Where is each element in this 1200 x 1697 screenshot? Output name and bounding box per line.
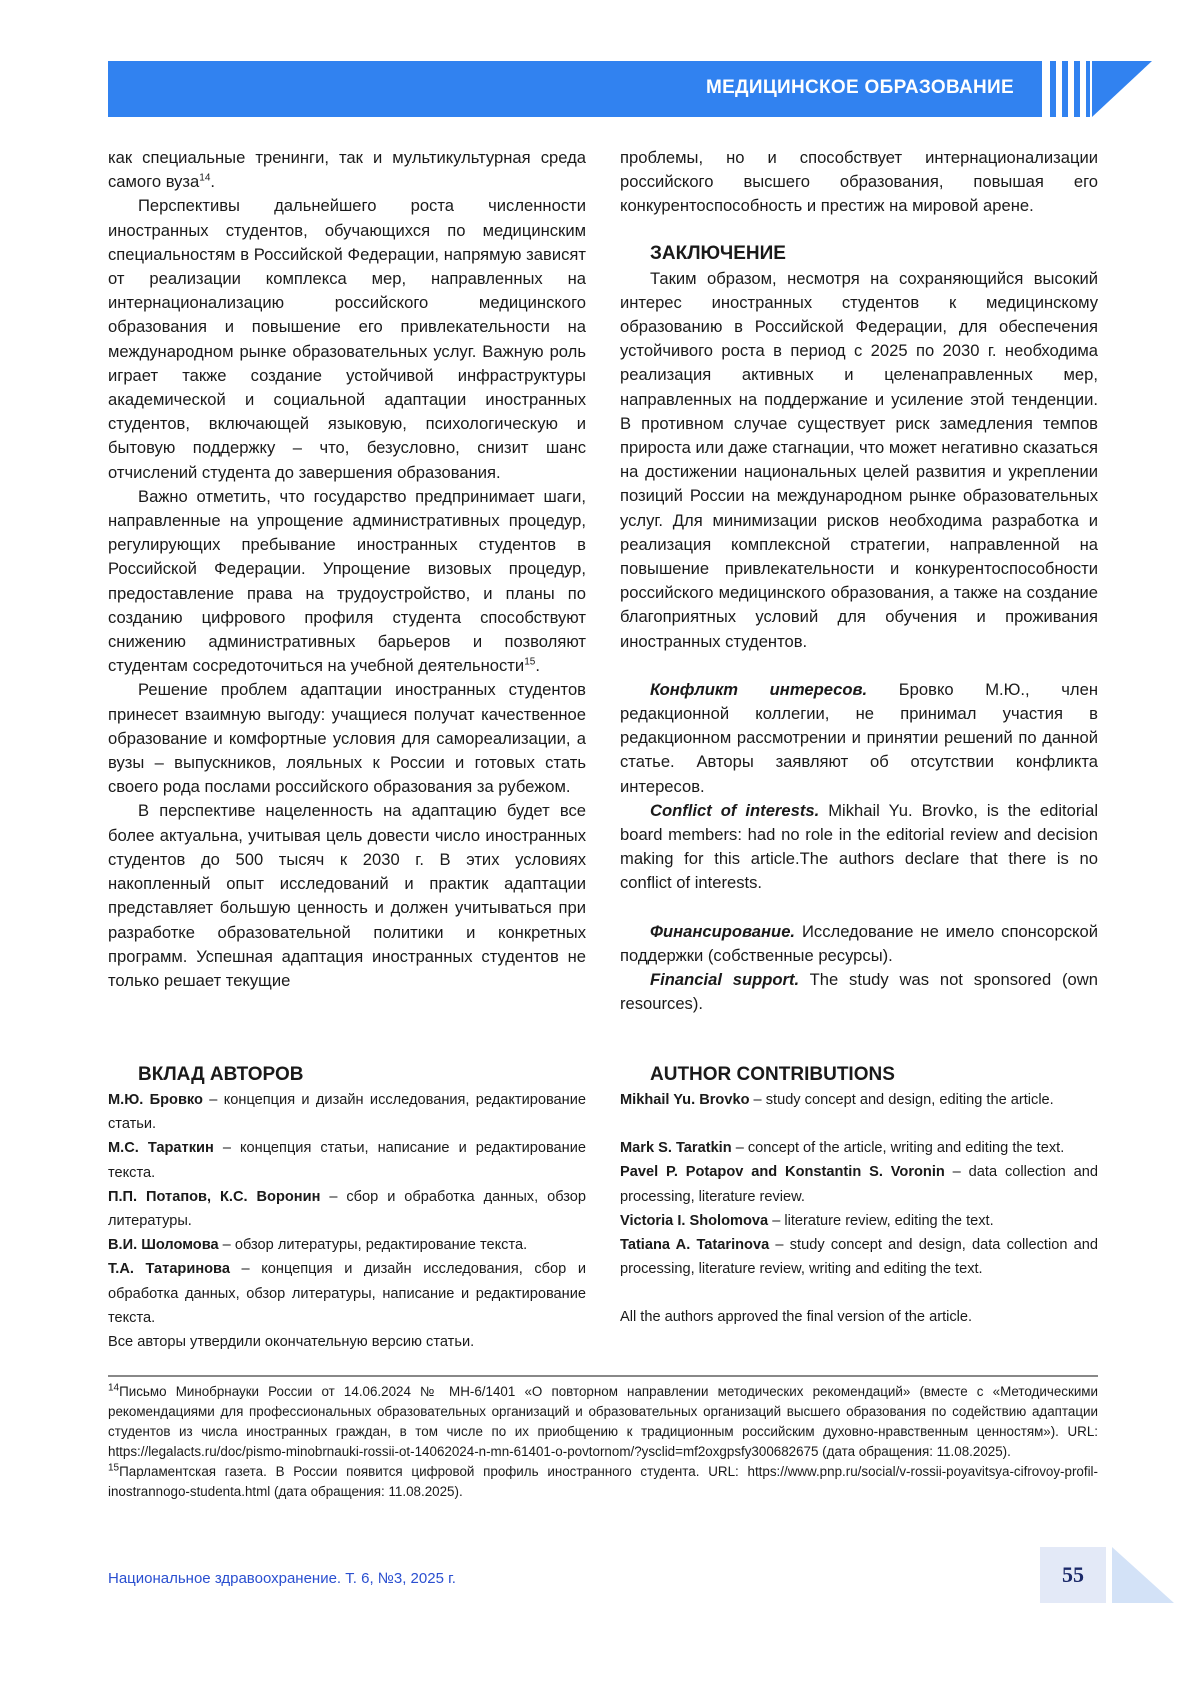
authors-final: All the authors approved the final version of the article. [620, 1305, 1098, 1329]
authors-final: Все авторы утвердили окончательную версию статьи. [108, 1330, 586, 1354]
author-item: М.Ю. Бровко – концепция и дизайн исследования, редактирование статьи. [108, 1088, 586, 1136]
author-item: Mark S. Taratkin – concept of the article, writing and editing the text. [620, 1136, 1098, 1160]
page-number: 55 [1040, 1547, 1106, 1603]
author-contributions-ru [108, 1062, 586, 1354]
header-stripe [1074, 61, 1080, 117]
paragraph: В перспективе нацеленность на адаптацию будет все более актуальна, учитывая цель довести число иностранных студентов до 500 тысяч к 2030 г. В этих условиях накопленный опыт исследований и практик адаптации представляет большую ценность и должен учитываться при разработке образовательной политики и конкретных программ. Успешная адаптация иностранных студентов не только решает текущие [108, 799, 586, 993]
author-item: Victoria I. Sholomova – literature review, editing the text. [620, 1209, 1098, 1233]
header-stripe [1086, 61, 1090, 117]
paragraph: Таким образом, несмотря на сохраняющийся высокий интерес иностранных студентов к медицинскому образованию в Российской Федерации, для обеспечения устойчивого роста в период с 2025 по 2030 г. необходима реализация активных и целенаправленных мер, направленных на поддержание и усиление этой тенденции. В противном случае существует риск замедления темпов прироста или даже стагнации, что может негативно сказаться на достижении национальных целей развития и укреплении позиций России на международном рынке образовательных услуг. Для минимизации рисков необходима разработка и реализация комплексной стратегии, направленной на повышение привлекательности и конкурентоспособности российского медицинского образования, а также на создание благоприятных условий для обучения и проживания иностранных студентов. [620, 267, 1098, 654]
page-triangle [1112, 1547, 1174, 1603]
left-column [108, 146, 586, 993]
conflict-en: Conflict of interests. Mikhail Yu. Brovko, is the editorial board members: had no role in the editorial review and decision making for this article.The authors declare that there is no conflict of interests. [620, 799, 1098, 896]
footnote-divider [108, 1375, 1098, 1377]
journal-citation: Национальное здравоохранение. Т. 6, №3, 2025 г. [108, 1570, 456, 1587]
section-header-bar [108, 61, 1042, 117]
authors-heading: ВКЛАД АВТОРОВ [138, 1062, 586, 1088]
author-item: П.П. Потапов, К.С. Воронин – сбор и обработка данных, обзор литературы. [108, 1185, 586, 1233]
header-stripe [1062, 61, 1068, 117]
funding-ru: Финансирование. Исследование не имело спонсорской поддержки (собственные ресурсы). [620, 920, 1098, 968]
funding-en: Financial support. The study was not sponsored (own resources). [620, 968, 1098, 1016]
header-stripe [1050, 61, 1056, 117]
document-page [0, 0, 1200, 1697]
footnotes [108, 1382, 1098, 1502]
footnote: 14Письмо Минобрнауки России от 14.06.2024 № МН-6/1401 «О повторном направлении методических рекомендаций» (вместе с «Методическими рекомендациями для профессиональных образовательных организаций и образовательных организаций высшего образования по содействию адаптации студентов из числа иностранных граждан, в том числе по их приобщению к традиционным российским духовно-нравственным ценностям»). URL: https://legalacts.ru/doc/pismo-minobrnauki-rossii-ot-14062024-n-mn-61401-o-povtornom/?ysclid=mf2oxgpsfy300682675 (дата обращения: 11.08.2025). [108, 1382, 1098, 1462]
author-item: В.И. Шоломова – обзор литературы, редактирование текста. [108, 1233, 586, 1257]
conflict-ru: Конфликт интересов. Бровко М.Ю., член редакционной коллегии, не принимал участия в редакционном рассмотрении и принятии решений по данной статье. Авторы заявляют об отсутствии конфликта интересов. [620, 678, 1098, 799]
section-title: МЕДИЦИНСКОЕ ОБРАЗОВАНИЕ [706, 77, 1014, 99]
author-contributions-en [620, 1062, 1098, 1330]
author-item: М.С. Тараткин – концепция статьи, написание и редактирование текста. [108, 1136, 586, 1184]
paragraph: Решение проблем адаптации иностранных студентов принесет взаимную выгоду: учащиеся получат качественное образование и комфортные условия для самореализации, а вузы – выпускников, лояльных к России и готовых стать своего рода послами российского образования за рубежом. [108, 678, 586, 799]
author-item: Tatiana A. Tatarinova – study concept and design, data collection and processing, literature review, writing and editing the text. [620, 1233, 1098, 1281]
author-item: Т.А. Татаринова – концепция и дизайн исследования, сбор и обработка данных, обзор литературы, написание и редактирование текста. [108, 1257, 586, 1330]
paragraph: проблемы, но и способствует интернационализации российского высшего образования, повышая его конкурентоспособность и престиж на мировой арене. [620, 146, 1098, 219]
paragraph: Важно отметить, что государство предпринимает шаги, направленные на упрощение административных процедур, регулирующих пребывание иностранных студентов в Российской Федерации. Упрощение визовых процедур, предоставление права на трудоустройство, и планы по созданию цифрового профиля студента способствуют снижению административных барьеров и позволяют студентам сосредоточиться на учебной деятельности15. [108, 485, 586, 679]
conclusion-heading: ЗАКЛЮЧЕНИЕ [650, 241, 1098, 267]
author-item: Mikhail Yu. Brovko – study concept and design, editing the article. [620, 1088, 1098, 1112]
footnote: 15Парламентская газета. В России появится цифровой профиль иностранного студента. URL: https://www.pnp.ru/social/v-rossii-poyavitsya-cifrovoy-profil-inostrannogo-studenta.html (дата обращения: 11.08.2025). [108, 1462, 1098, 1502]
header-triangle [1092, 61, 1152, 117]
authors-heading: AUTHOR CONTRIBUTIONS [650, 1062, 1098, 1088]
paragraph: как специальные тренинги, так и мультикультурная среда самого вуза14. [108, 146, 586, 194]
paragraph: Перспективы дальнейшего роста численности иностранных студентов, обучающихся по медицинским специальностям в Российской Федерации, напрямую зависят от реализации комплекса мер, направленных на интернационализацию российского медицинского образования и повышение его привлекательности на международном рынке образовательных услуг. Важную роль играет также создание устойчивой инфраструктуры академической и социальной адаптации иностранных студентов, включающей языковую, психологическую и бытовую поддержку – что, безусловно, снизит шанс отчислений студента до завершения образования. [108, 194, 586, 484]
right-column [620, 146, 1098, 1017]
author-item: Pavel P. Potapov and Konstantin S. Voronin – data collection and processing, literature review. [620, 1160, 1098, 1208]
